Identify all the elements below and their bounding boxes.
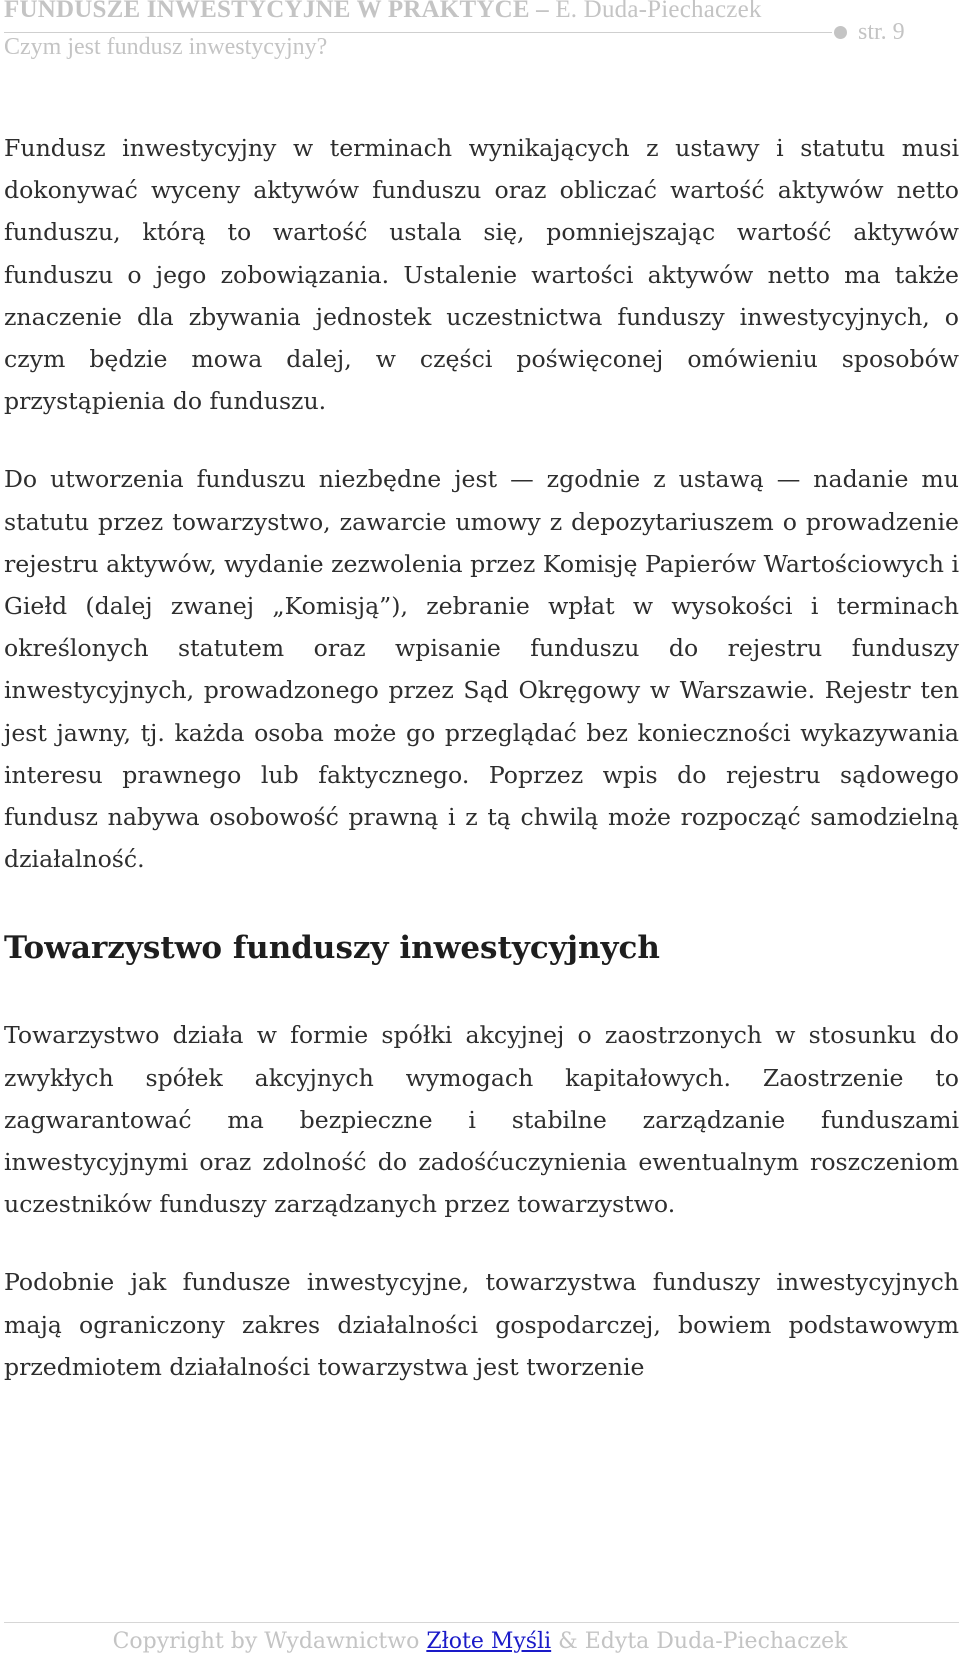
page-content bbox=[4, 127, 959, 1388]
header-divider bbox=[4, 32, 832, 33]
chapter-title: Czym jest fundusz inwestycyjny? bbox=[4, 34, 328, 60]
paragraph-fund-creation: Do utworzenia funduszu niezbędne jest — zgodnie z ustawą — nadanie mu statutu przez towarzystwo, zawarcie umowy z depozytariuszem o prowadzenie rejestru aktywów, wydanie zezwolenia przez Komisję Papierów Wartościowych i Giełd (dalej zwanej „Komisją”), zebranie wpłat w wysokości i terminach określonych statutem oraz wpisanie funduszu do rejestru funduszy inwestycyjnych, prowadzonego przez Sąd Okręgowy w Warszawie. Rejestr ten jest jawny, tj. każda osoba może go przeglądać bez konieczności wykazywania interesu prawnego lub faktycznego. Poprzez wpis do rejestru sądowego fundusz nabywa osobowość prawną i z tą chwilą może rozpocząć samodzielną działalność. bbox=[4, 465, 959, 874]
publisher-link[interactable]: Złote Myśli bbox=[426, 1629, 552, 1654]
section-heading: Towarzystwo funduszy inwestycyjnych bbox=[4, 930, 660, 967]
page-header bbox=[0, 0, 960, 70]
paragraph-business-scope: Podobnie jak fundusze inwestycyjne, towarzystwa funduszy inwestycyjnych mają ograniczony zakres działalności gospodarczej, bowiem podstawowym przedmiotem działalności towarzystwa jest tworzenie bbox=[4, 1268, 959, 1381]
paragraph-company-form: Towarzystwo działa w formie spółki akcyjnej o zaostrzonych w stosunku do zwykłych spółek akcyjnych wymogach kapitałowych. Zaostrzenie to zagwarantować ma bezpieczne i stabilne zarządzanie funduszami inwestycyjnymi oraz zdolność do zadośćuczynienia ewentualnym roszczeniom uczestników funduszy zarządzanych przez towarzystwo. bbox=[4, 1021, 959, 1219]
page-number: str. 9 bbox=[858, 19, 905, 45]
bullet-dot-icon bbox=[834, 26, 847, 39]
copyright-author: & Edyta Duda-Piechaczek bbox=[558, 1629, 848, 1654]
footer-divider bbox=[4, 1622, 959, 1623]
book-title-text: FUNDUSZE INWESTYCYJNE W PRAKTYCE bbox=[4, 0, 530, 23]
book-author: E. Duda-Piechaczek bbox=[555, 0, 762, 23]
title-dash: – bbox=[536, 0, 549, 23]
paragraph-net-asset-value: Fundusz inwestycyjny w terminach wynikających z ustawy i statutu musi dokonywać wyceny aktywów funduszu oraz obliczać wartość aktywów netto funduszu, którą to wartość ustala się, pomniejszając wartość aktywów funduszu o jego zobowiązania. Ustalenie wartości aktywów netto ma także znaczenie dla zbywania jednostek uczestnictwa funduszy inwestycyjnych, o czym będzie mowa dalej, w części poświęconej omówieniu sposobów przystąpienia do funduszu. bbox=[4, 134, 959, 416]
page-footer bbox=[0, 1629, 960, 1654]
book-title bbox=[4, 0, 762, 24]
copyright-text: Copyright by Wydawnictwo bbox=[112, 1629, 420, 1654]
